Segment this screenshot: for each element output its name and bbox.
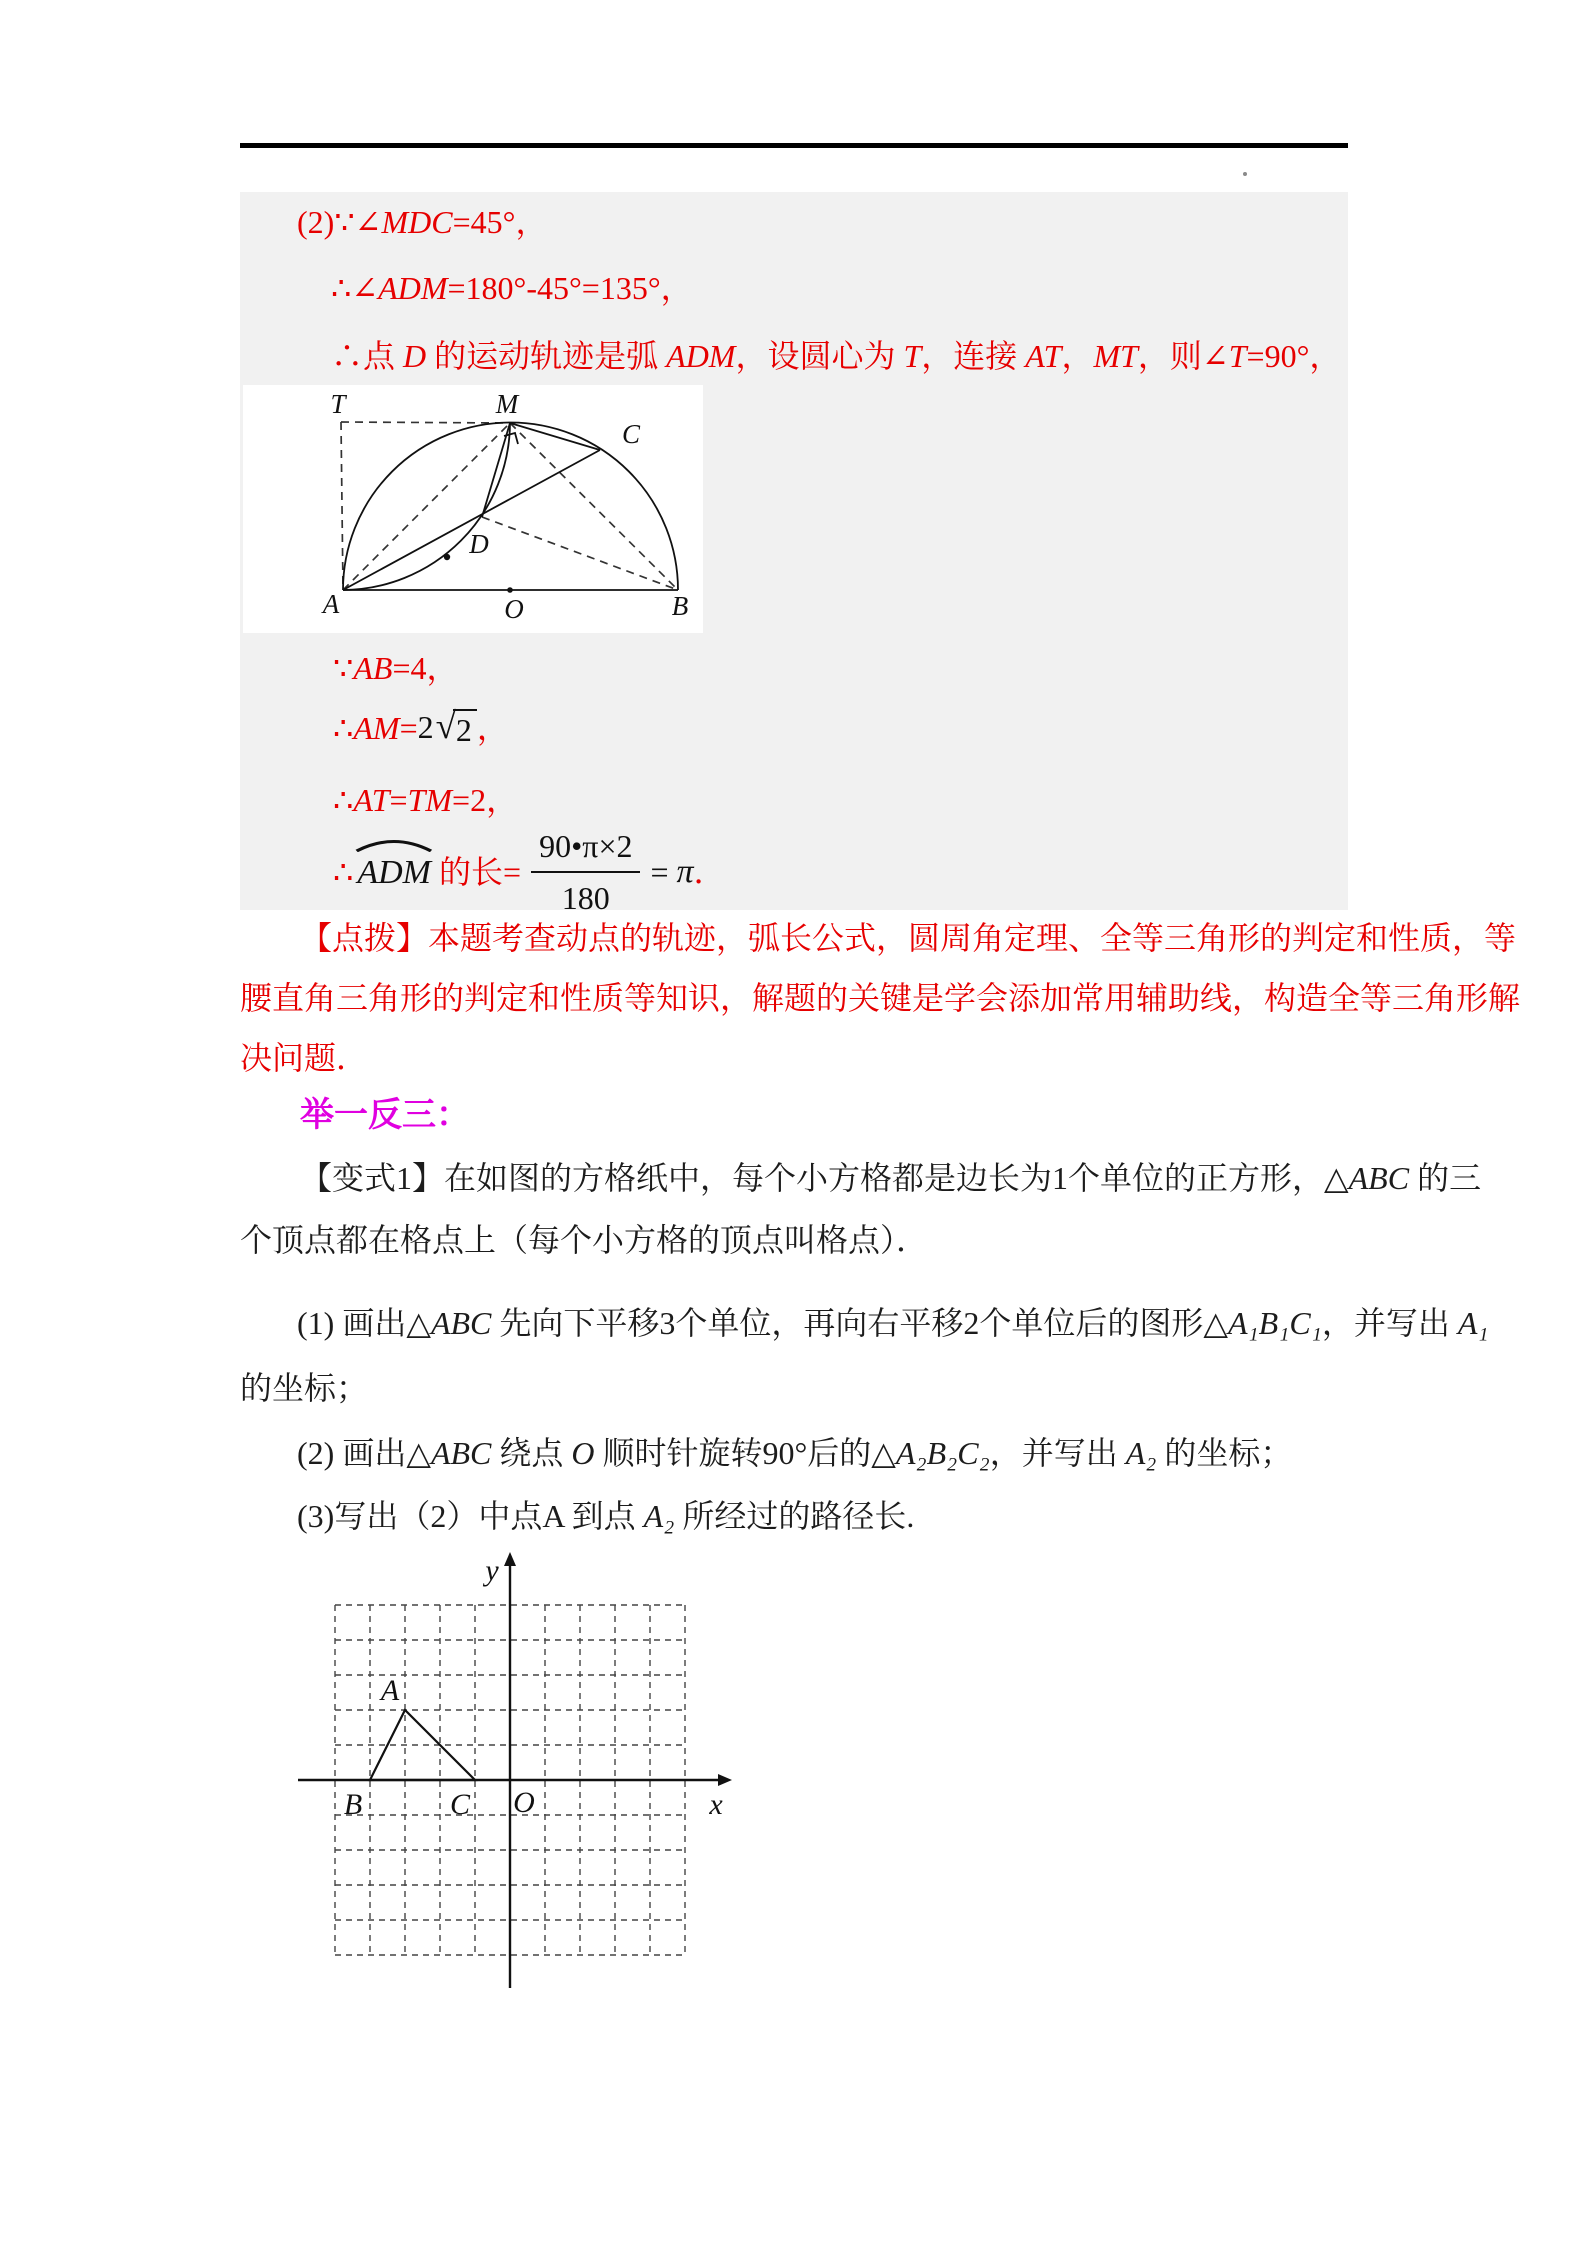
remark-line-1: 【点拨】本题考查动点的轨迹，弧长公式，圆周角定理、全等三角形的判定和性质，等	[300, 920, 1517, 956]
label-x-axis: x	[709, 1788, 723, 1821]
semicircle-figure	[243, 385, 703, 633]
semicircle-figure-svg	[243, 385, 703, 633]
label-A: A	[380, 1674, 400, 1707]
segment-TM-dashed	[341, 422, 510, 423]
arc-ADM-notation: ADM	[357, 852, 431, 893]
remark-line-3: 决问题．	[240, 1040, 369, 1076]
section-heading: 举一反三：	[300, 1097, 470, 1134]
question-1-line-1: (1) 画出△ABC 先向下平移3个单位，再向右平移2个单位后的图形△A₁B₁C₁，并写出 A₁	[297, 1305, 1489, 1341]
solution-line-2: ∴∠ADM=180°-45°=135°，	[331, 270, 693, 306]
label-C: C	[621, 419, 641, 449]
segment-TA-dashed	[341, 422, 343, 590]
radical-sign: √	[435, 706, 456, 747]
solution-line-3: ∴点 D 的运动轨迹是弧 ADM，设圆心为 T，连接 AT，MT，则∠T=90°，	[331, 338, 1342, 374]
label-D: D	[469, 529, 489, 559]
stray-dot	[1243, 172, 1247, 176]
solution-line-7: ∴ ADM 的长= $\frac{90•\pi\times 2}{180}$ = π ．	[333, 828, 726, 916]
label-origin: O	[513, 1786, 535, 1819]
variant-intro-line-2: 个顶点都在格点上（每个小方格的顶点叫格点）．	[240, 1222, 929, 1258]
question-1-line-2: 的坐标；	[240, 1370, 369, 1406]
x-axis-arrow	[718, 1774, 732, 1786]
label-T: T	[330, 389, 346, 419]
grid-figure-svg	[290, 1550, 740, 1995]
solution-line-5: ∴ AM = 2 √ 2 ，	[333, 706, 509, 748]
variant-intro-line-1: 【变式1】在如图的方格纸中，每个小方格都是边长为1个单位的正方形，△ABC 的三	[300, 1160, 1482, 1196]
label-y-axis: y	[485, 1554, 499, 1587]
label-M: M	[495, 389, 519, 419]
remark-line-2: 腰直角三角形的判定和性质等知识，解题的关键是学会添加常用辅助线，构造全等三角形解	[240, 980, 1521, 1016]
sqrt-expression: 2 √ 2	[418, 709, 477, 747]
label-B: B	[343, 1788, 363, 1821]
solution-line-1: (2)∵∠MDC=45°，	[297, 204, 548, 240]
segment-AC	[343, 450, 600, 590]
point-dot	[444, 554, 450, 560]
question-3: (3)写出（2）中点A 到点 A₂ 所经过的路径长.	[297, 1498, 915, 1534]
label-B: B	[671, 591, 689, 621]
solution-line-6: ∴AT=TM=2，	[333, 782, 519, 818]
overarc-glyph	[354, 839, 434, 852]
fraction: $\frac{90•\pi\times 2}{180}$	[531, 826, 640, 918]
label-O: O	[504, 594, 524, 624]
label-A: A	[322, 589, 340, 619]
y-axis-arrow	[504, 1552, 516, 1566]
label-C: C	[449, 1788, 471, 1821]
question-2: (2) 画出△ABC 绕点 O 顺时针旋转90°后的△A₂B₂C₂，并写出 A₂ 的坐标；	[297, 1435, 1293, 1471]
header-rule	[240, 143, 1348, 148]
segment-DB-dashed	[482, 517, 678, 590]
solution-line-4: ∵AB=4，	[333, 650, 459, 686]
point-O-dot	[507, 587, 513, 593]
grid-figure	[290, 1550, 740, 2000]
